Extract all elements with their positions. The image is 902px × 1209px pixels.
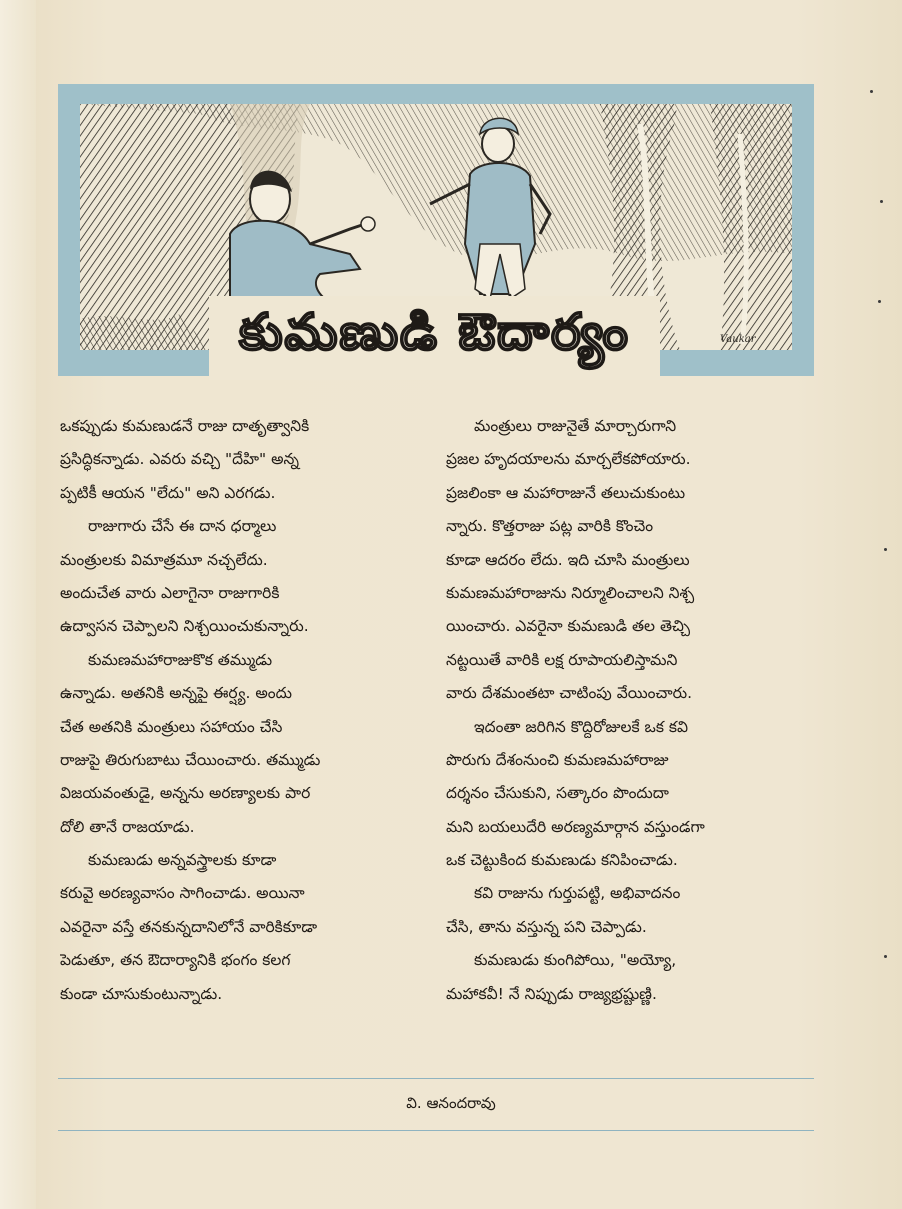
footer-rule-top: [58, 1078, 814, 1079]
text-line: కుమణుడు అన్నవస్త్రాలకు కూడా: [88, 851, 277, 870]
artist-signature: Vaukar: [720, 334, 756, 345]
text-line: కవి రాజును గుర్తుపట్టి, అభివాదనం: [474, 884, 681, 903]
text-line: ప్రజల హృదయాలను మార్చలేకపోయారు.: [446, 450, 691, 469]
text-line: ఉద్వాసన చెప్పాలని నిశ్చయించుకున్నారు.: [60, 617, 309, 636]
text-line: మంత్రులకు విమాత్రమూ నచ్చలేదు.: [60, 550, 268, 569]
text-line: కరువై అరణ్యవాసం సాగించాడు. అయినా: [60, 884, 305, 903]
text-line: చేసి, తాను వస్తున్న పని చెప్పాడు.: [446, 917, 647, 936]
text-line: యించారు. ఎవరైనా కుమణుడి తల తెచ్చి: [446, 617, 691, 636]
text-line: మని బయలుదేరి అరణ్యమార్గాన వస్తుండగా: [446, 817, 705, 836]
page-edge: [0, 0, 36, 1209]
left-column: [60, 410, 444, 1011]
story-title: కుమణుడి ఔదార్యం: [239, 302, 630, 361]
text-line: న్నారు. కొత్తరాజు పట్ల వారికి కొంచెం: [446, 517, 654, 536]
text-line: ఉన్నాడు. అతనికి అన్నపై ఈర్ష్య. అందు: [60, 684, 292, 703]
text-line: ఒక చెట్టుకింద కుమణుడు కనిపించాడు.: [446, 851, 678, 870]
text-line: రాజుగారు చేసే ఈ దాన ధర్మాలు: [88, 517, 277, 536]
text-line: చేత అతనికి మంత్రులు సహాయం చేసి: [60, 717, 283, 736]
text-line: అందుచేత వారు ఎలాగైనా రాజుగారికి: [60, 583, 280, 602]
text-line: రాజుపై తిరుగుబాటు చేయించారు. తమ్ముడు: [60, 750, 321, 769]
text-line: కుండా చూసుకుంటున్నాడు.: [60, 984, 223, 1003]
title-box: [209, 296, 660, 380]
text-line: కుమణమహారాజుకొక తమ్ముడు: [88, 650, 273, 669]
text-line: కుమణుడు కుంగిపోయి, "అయ్యో,: [474, 951, 677, 970]
text-line: వారు దేశమంతటా చాటింపు వేయించారు.: [446, 684, 693, 703]
footer-rule-bottom: [58, 1130, 814, 1131]
text-line: ఎవరైనా వస్తే తనకున్నదానిలోనే వారికికూడా: [60, 917, 318, 936]
text-line: ప్రసిద్ధికన్నాడు. ఎవరు వచ్చి "దేహి" అన్న: [60, 450, 299, 469]
right-column: [446, 410, 824, 1011]
text-line: పొరుగు దేశంనుంచి కుమణమహారాజు: [446, 750, 669, 769]
text-line: ప్రజలింకా ఆ మహారాజునే తలుచుకుంటు: [446, 483, 686, 502]
text-line: మంత్రులు రాజునైతే మార్చారుగాని: [474, 417, 677, 435]
text-line: మహాకవీ! నే నిప్పుడు రాజ్యభ్రష్టుణ్ణి.: [446, 984, 657, 1003]
text-line: పెడుతూ, తన ఔదార్యానికి భంగం కలగ: [60, 951, 291, 970]
text-line: దర్శనం చేసుకుని, సత్కారం పొందుదా: [446, 784, 669, 803]
text-line: ఒకప్పుడు కుమణుడనే రాజు దాతృత్వానికి: [60, 417, 310, 435]
text-line: ప్పటికీ ఆయన "లేదు" అని ఎరగడు.: [60, 483, 276, 502]
text-line: దోలి తానే రాజయాడు.: [60, 817, 195, 836]
text-line: నట్టయితే వారికి లక్ష రూపాయలిస్తామని: [446, 650, 678, 669]
text-line: కూడా ఆదరం లేదు. ఇది చూసి మంత్రులు: [446, 550, 690, 569]
text-line: విజయవంతుడై, అన్నను అరణ్యాలకు పార: [60, 784, 311, 803]
author-credit: వి. ఆనందరావు: [406, 1094, 496, 1112]
text-line: కుమణమహారాజును నిర్మూలించాలని నిశ్చ: [446, 583, 695, 602]
text-line: ఇదంతా జరిగిన కొద్దిరోజులకే ఒక కవి: [474, 717, 689, 736]
